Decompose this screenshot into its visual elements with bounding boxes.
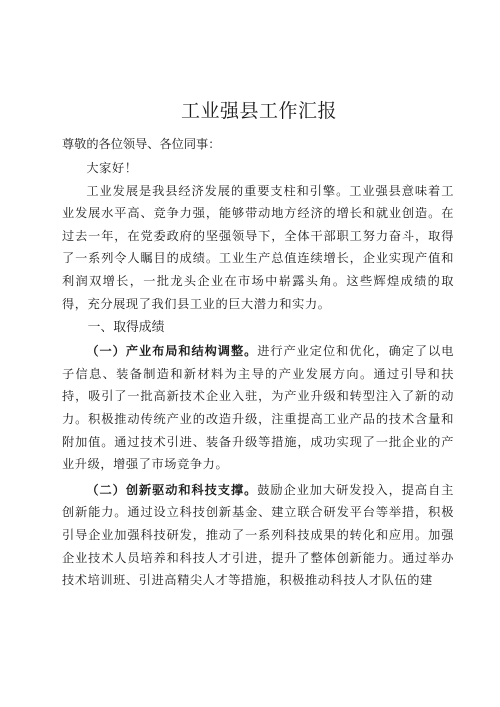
section-heading-achievements: 一、取得成绩 [87,320,165,336]
salutation: 尊敬的各位领导、各位同事： [62,137,221,151]
item-2-body: 鼓励企业加大研发投入，提高自主创新能力。通过设立科技创新基金、建立联合研发平台等举措，积极引导企业加强科技研发，推动了一系列科技成果的转化和应用。加强企业技术人员培养和科技人才引进，提升了整体创新能力。通过举办技术培训班、引进高精尖人才等措施，积极推动科技人才队伍的建 [62,482,454,588]
item-1-paragraph [62,340,454,476]
item-2-paragraph [62,479,454,592]
item-2-lead: （二）创新驱动和科技支撑。 [86,482,258,497]
intro-paragraph: 工业发展是我县经济发展的重要支柱和引擎。工业强县意味着工业发展水平高、竞争力强，能够带动地方经济的增长和就业创造。在过去一年，在党委政府的坚强领导下，全体干部职工努力奋斗，取得了一系列令人瞩目的成绩。工业生产总值连续增长，企业实现产值和利润双增长，一批龙头企业在市场中崭露头角。这些辉煌成绩的取得，充分展现了我们县工业的巨大潜力和实力。 [62,183,454,311]
item-1-lead: （一）产业布局和结构调整。 [86,344,258,359]
item-1-body: 进行产业定位和优化，确定了以电子信息、装备制造和新材料为主导的产业发展方向。通过引导和扶持，吸引了一批高新技术企业入驻，为产业升级和转型注入了新的动力。积极推动传统产业的改造升级，注重提高工业产品的技术含量和附加值。通过技术引进、装备升级等措施，成功实现了一批企业的产业升级，增强了市场竞争力。 [62,344,454,472]
greeting: 大家好！ [86,161,138,175]
document-title: 工业强县工作汇报 [180,100,337,122]
